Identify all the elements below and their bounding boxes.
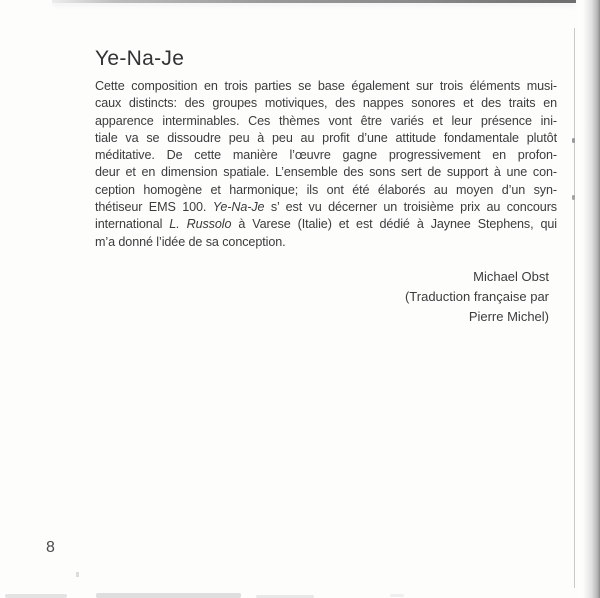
- text-segment: Cette composition en trois parties se base également sur trois éléments musi-: [95, 79, 557, 93]
- text-line: [95, 95, 557, 112]
- text-block: [95, 45, 557, 327]
- scan-smudge: [96, 593, 241, 598]
- composition-description: [95, 78, 557, 251]
- translation-credit-line-1: (Traduction française par: [404, 288, 549, 304]
- text-line: [95, 147, 557, 164]
- scan-speck: [76, 572, 79, 577]
- text-segment: tiale va se dissoudre peu à peu au profit d’une attitude fondamentale plutôt: [95, 130, 557, 145]
- text-segment: ception homogène et harmonique; ils ont été élaborés au moyen d’un syn-: [95, 182, 557, 197]
- text-segment: à Varese (Italie) et est dédié à Jaynee Stephens, qui: [231, 217, 557, 232]
- text-line: [95, 234, 557, 251]
- text-line: [95, 199, 557, 216]
- text-line: [95, 130, 557, 147]
- composition-title: Ye-Na-Je: [95, 47, 185, 70]
- text-segment: m’a donné l’idée de sa conception.: [95, 234, 286, 249]
- text-segment: caux distincts: des groupes motiviques, des nappes sonores et des traits en: [95, 96, 557, 111]
- scan-smudge: [390, 594, 404, 597]
- text-line: [95, 113, 557, 130]
- author-name: Michael Obst: [473, 268, 549, 284]
- scan-speck: [572, 138, 575, 143]
- text-segment: apparence interminables. Ces thèmes vont être variés et leur présence ini-: [95, 113, 557, 128]
- text-line: [95, 164, 557, 181]
- scan-top-edge: [52, 0, 576, 3]
- text-segment: s’ est vu décerner un troisième prix au concours: [264, 200, 557, 215]
- scan-smudge: [5, 594, 67, 598]
- text-line: [95, 216, 557, 233]
- italic-text-segment: Ye-Na-Je: [212, 200, 265, 215]
- page-number: 8: [46, 539, 55, 556]
- text-segment: international: [95, 217, 170, 232]
- signature-block: [95, 267, 557, 327]
- scan-right-edge: [583, 0, 600, 598]
- text-segment: thétiseur EMS 100.: [95, 200, 213, 215]
- translation-credit-line-2: Pierre Michel): [468, 308, 549, 324]
- italic-text-segment: L. Russolo: [169, 217, 232, 232]
- page-fold-line: [574, 28, 575, 588]
- text-segment: méditative. De cette manière l’œuvre gagne progressivement en profon-: [95, 148, 557, 163]
- text-line: [95, 78, 557, 95]
- text-line: [95, 182, 557, 199]
- scan-speck: [572, 195, 575, 200]
- text-segment: deur et en dimension spatiale. L’ensemble des sons sert de support à une con-: [95, 165, 557, 180]
